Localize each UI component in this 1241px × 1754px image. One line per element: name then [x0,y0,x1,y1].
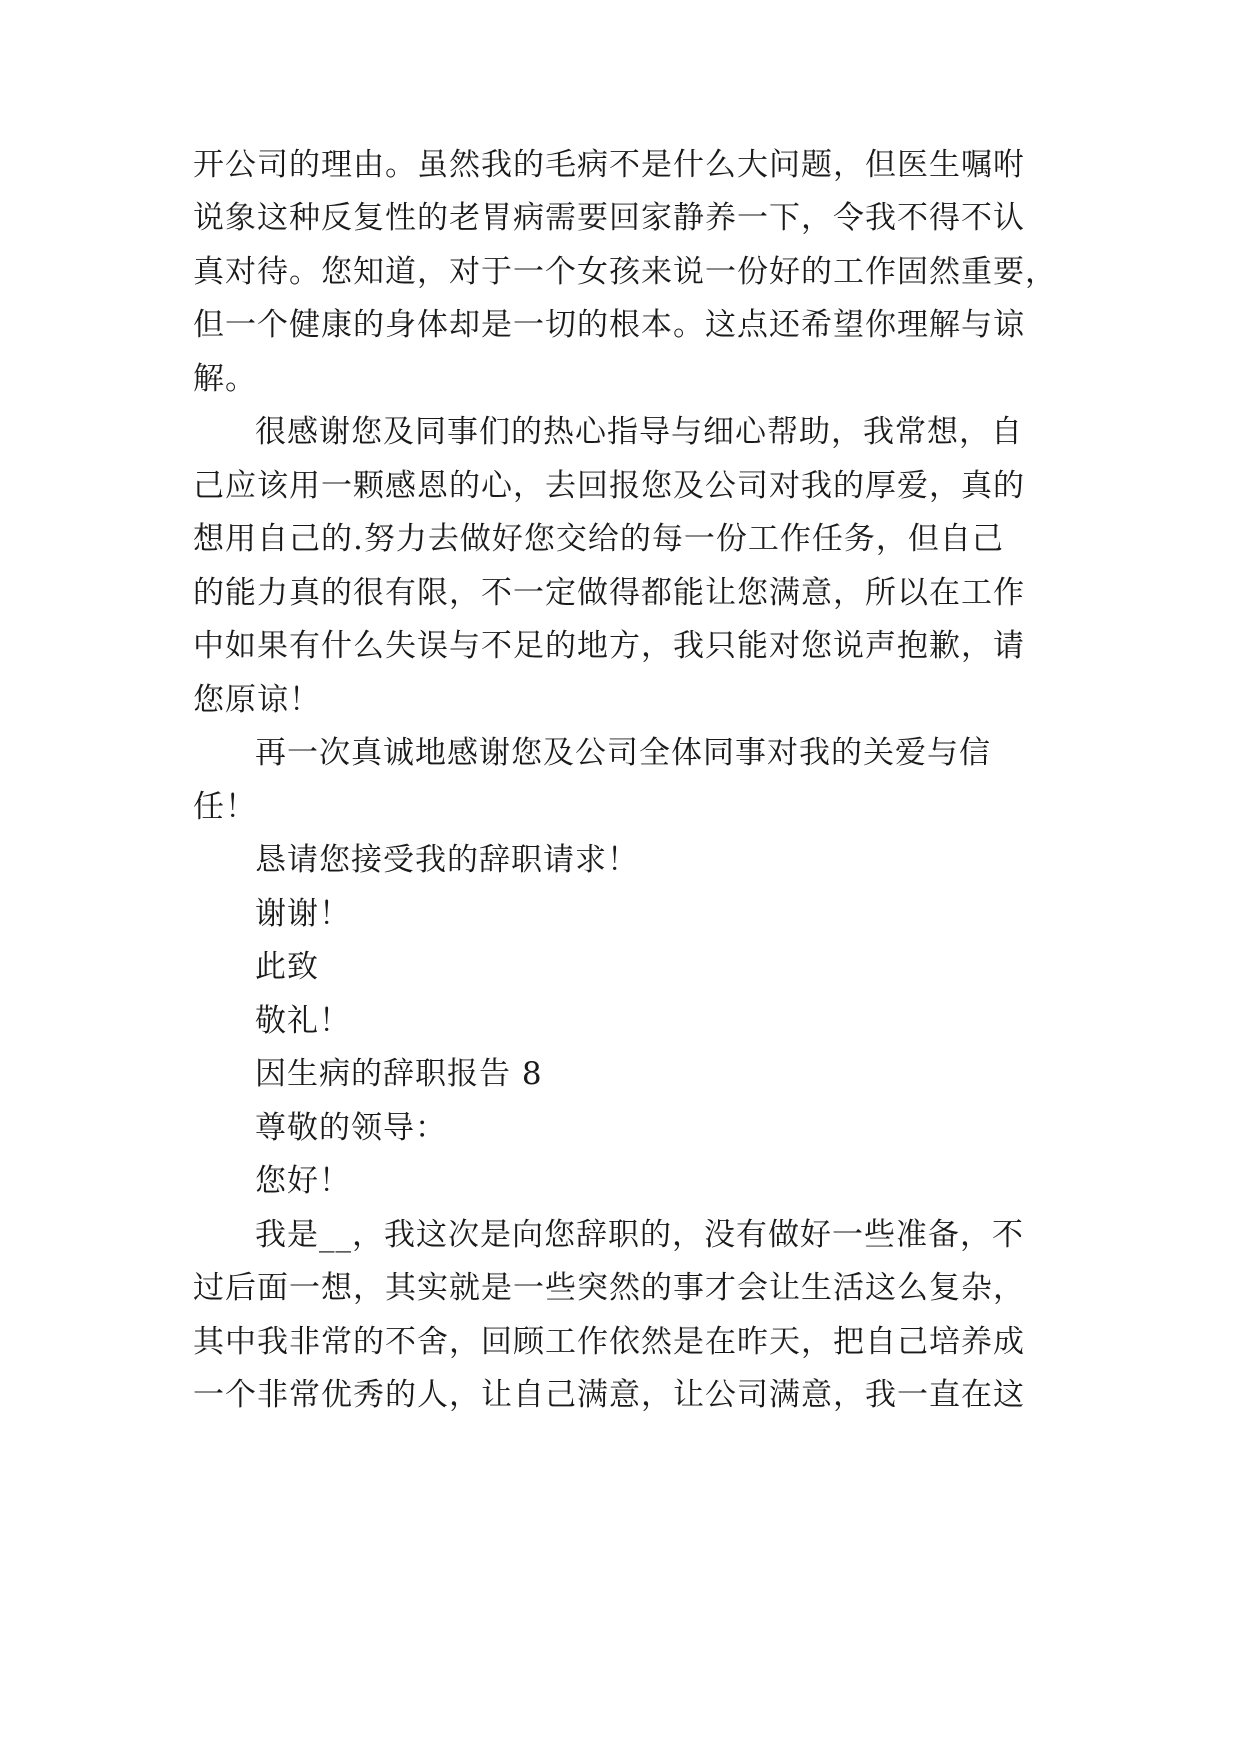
text-line: 中如果有什么失误与不足的地方，我只能对您说声抱歉，请 [193,628,1025,664]
text-line: 真对待。您知道，对于一个女孩来说一份好的工作固然重要， [193,254,1057,290]
greeting-line: 您好！ [255,1163,351,1199]
salute-line: 敬礼！ [255,1003,351,1039]
closing-line: 此致 [255,949,319,985]
thanks-line: 谢谢！ [255,896,351,932]
text-line: 其中我非常的不舍，回顾工作依然是在昨天，把自己培养成 [193,1324,1025,1360]
paragraph-first-line: 很感谢您及同事们的热心指导与细心帮助，我常想，自 [255,414,1023,450]
text-line: 想用自己的.努力去做好您交给的每一份工作任务，但自己 [193,521,1004,557]
text-line: 但一个健康的身体却是一切的根本。这点还希望你理解与谅 [193,307,1025,343]
text-line: 解。 [193,361,257,397]
request-line: 恳请您接受我的辞职请求！ [255,842,639,878]
text-line: 开公司的理由。虽然我的毛病不是什么大问题，但医生嘱咐 [193,147,1025,183]
paragraph-first-line: 再一次真诚地感谢您及公司全体同事对我的关爱与信 [255,735,991,771]
text-line: 己应该用一颗感恩的心，去回报您及公司对我的厚爱，真的 [193,468,1025,504]
text-line: 一个非常优秀的人，让自己满意，让公司满意，我一直在这 [193,1377,1025,1413]
section-heading: 因生病的辞职报告 8 [255,1056,543,1092]
text-line: 的能力真的很有限，不一定做得都能让您满意，所以在工作 [193,575,1025,611]
text-line: 过后面一想，其实就是一些突然的事才会让生活这么复杂， [193,1270,1025,1306]
salutation-line: 尊敬的领导： [255,1110,447,1146]
paragraph-first-line: 我是__，我这次是向您辞职的，没有做好一些准备，不 [255,1217,1024,1253]
text-line: 您原谅！ [193,682,321,718]
text-line: 任！ [193,789,257,825]
text-line: 说象这种反复性的老胃病需要回家静养一下，令我不得不认 [193,200,1025,236]
